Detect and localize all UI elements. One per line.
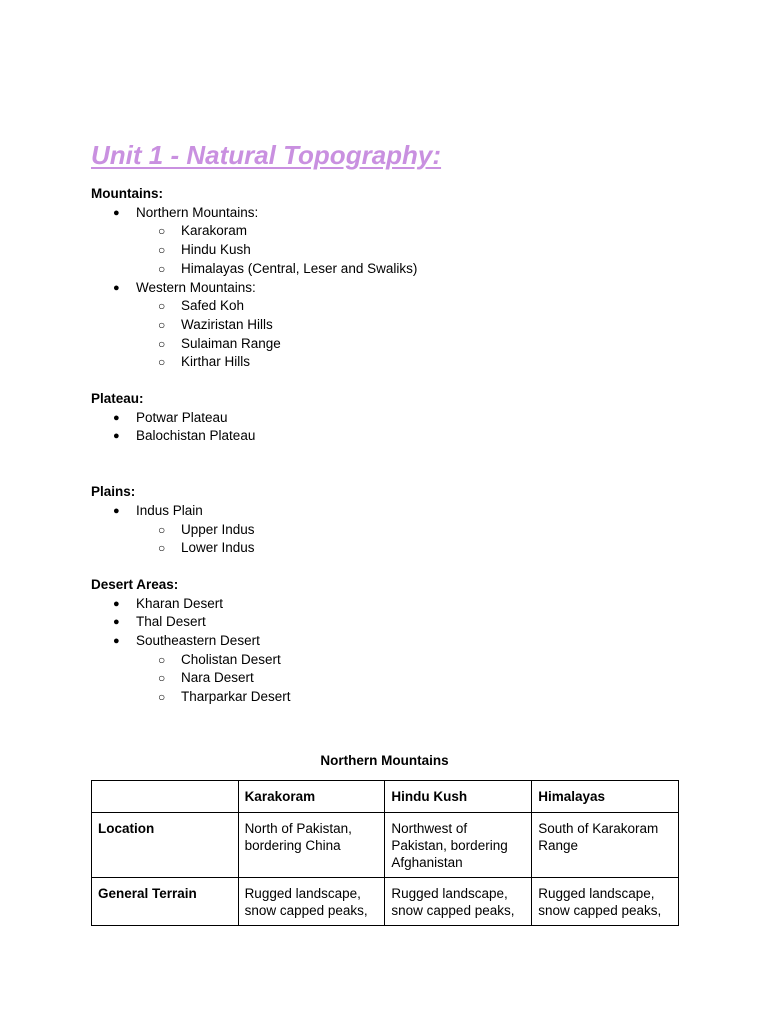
list-item: ○ Nara Desert [91, 669, 691, 688]
document-page [91, 138, 691, 918]
list-item: ○ Upper Indus [91, 521, 691, 540]
list-item: ○ Himalayas (Central, Leser and Swaliks) [91, 260, 691, 279]
hollow-circle-bullet-icon: ○ [158, 243, 166, 258]
list-item: ● Southeastern Desert [91, 632, 691, 651]
plains-list [91, 502, 691, 558]
row-label: General Terrain [92, 878, 239, 926]
hollow-circle-bullet-icon: ○ [158, 261, 166, 276]
filled-circle-bullet-icon: ● [113, 430, 120, 443]
plateau-heading: Plateau: [91, 391, 144, 407]
list-item: ● Northern Mountains: [91, 204, 691, 223]
filled-circle-bullet-icon: ● [113, 411, 120, 424]
table-title: Northern Mountains [320, 753, 449, 768]
table-cell: Rugged landscape, snow capped peaks, [238, 878, 385, 926]
table-cell: Rugged landscape, snow capped peaks, [532, 878, 679, 926]
list-item: ● Balochistan Plateau [91, 427, 691, 446]
table-cell: South of Karakoram Range [532, 813, 679, 878]
table-row [92, 813, 679, 878]
plateau-list [91, 409, 691, 446]
hollow-circle-bullet-icon: ○ [158, 541, 166, 556]
filled-circle-bullet-icon: ● [113, 597, 120, 610]
hollow-circle-bullet-icon: ○ [158, 690, 166, 705]
table-header-cell [92, 781, 239, 813]
hollow-circle-bullet-icon: ○ [158, 671, 166, 686]
list-item: ○ Cholistan Desert [91, 651, 691, 670]
mountains-section [91, 185, 691, 372]
hollow-circle-bullet-icon: ○ [158, 336, 166, 351]
plains-section [91, 483, 691, 558]
list-item: ○ Karakoram [91, 222, 691, 241]
table-cell: North of Pakistan, bordering China [238, 813, 385, 878]
filled-circle-bullet-icon: ● [113, 206, 120, 219]
list-item: ● Western Mountains: [91, 279, 691, 298]
list-item: ○ Tharparkar Desert [91, 688, 691, 707]
list-item: ● Potwar Plateau [91, 409, 691, 428]
table-header-cell: Hindu Kush [385, 781, 532, 813]
hollow-circle-bullet-icon: ○ [158, 317, 166, 332]
table-row [92, 878, 679, 926]
list-item: ● Thal Desert [91, 613, 691, 632]
northern-mountains-table [91, 780, 679, 926]
row-label: Location [92, 813, 239, 878]
hollow-circle-bullet-icon: ○ [158, 299, 166, 314]
plains-heading: Plains: [91, 484, 136, 500]
hollow-circle-bullet-icon: ○ [158, 355, 166, 370]
list-item: ○ Kirthar Hills [91, 353, 691, 372]
table-cell: Rugged landscape, snow capped peaks, [385, 878, 532, 926]
table-header-cell: Himalayas [532, 781, 679, 813]
list-item: ○ Waziristan Hills [91, 316, 691, 335]
list-item: ○ Safed Koh [91, 297, 691, 316]
list-item: ● Indus Plain [91, 502, 691, 521]
desert-list [91, 595, 691, 707]
list-item: ○ Sulaiman Range [91, 335, 691, 354]
filled-circle-bullet-icon: ● [113, 281, 120, 294]
desert-heading: Desert Areas: [91, 576, 179, 592]
mountains-heading: Mountains: [91, 186, 163, 201]
list-item: ○ Hindu Kush [91, 241, 691, 260]
filled-circle-bullet-icon: ● [113, 635, 120, 648]
hollow-circle-bullet-icon: ○ [158, 224, 166, 239]
mountains-list [91, 204, 691, 372]
desert-section [91, 576, 691, 707]
table-header-cell: Karakoram [238, 781, 385, 813]
hollow-circle-bullet-icon: ○ [158, 522, 166, 537]
page-title: Unit 1 - Natural Topography: [91, 140, 442, 170]
filled-circle-bullet-icon: ● [113, 616, 120, 629]
hollow-circle-bullet-icon: ○ [158, 652, 166, 667]
table-header-row [92, 781, 679, 813]
plateau-section [91, 390, 691, 446]
table-cell: Northwest of Pakistan, bordering Afghanistan [385, 813, 532, 878]
list-item: ● Kharan Desert [91, 595, 691, 614]
list-item: ○ Lower Indus [91, 539, 691, 558]
filled-circle-bullet-icon: ● [113, 504, 120, 517]
